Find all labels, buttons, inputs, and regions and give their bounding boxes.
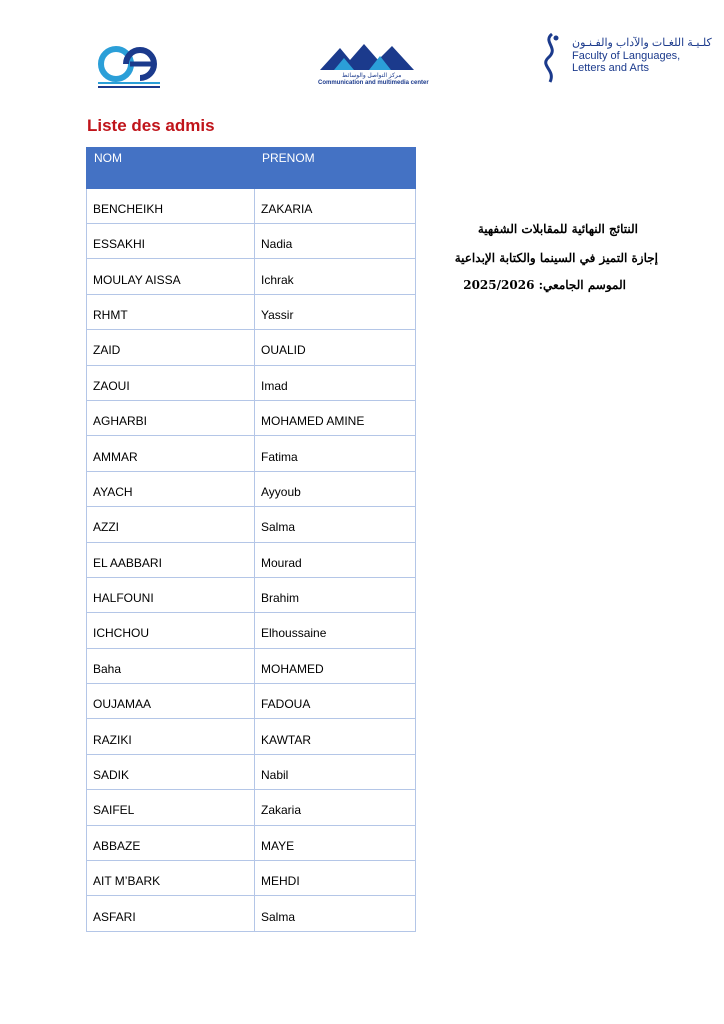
cell-prenom: Yassir: [255, 294, 416, 329]
cell-prenom: MEHDI: [255, 861, 416, 896]
cell-prenom: Salma: [255, 896, 416, 931]
cell-nom: AIT M’BARK: [87, 861, 255, 896]
cell-prenom: MAYE: [255, 825, 416, 860]
table-row: [87, 400, 416, 435]
table-row: [87, 648, 416, 683]
cell-prenom: Brahim: [255, 577, 416, 612]
admitted-table: [86, 147, 416, 932]
table-row: [87, 754, 416, 789]
cell-prenom: MOHAMED AMINE: [255, 400, 416, 435]
cell-nom: MOULAY AISSA: [87, 259, 255, 294]
cell-prenom: Ayyoub: [255, 471, 416, 506]
cell-prenom: Ichrak: [255, 259, 416, 294]
table-header-row: [87, 148, 416, 189]
cell-nom: RHMT: [87, 294, 255, 329]
cell-nom: AZZI: [87, 507, 255, 542]
cell-prenom: Zakaria: [255, 790, 416, 825]
cell-prenom: Nadia: [255, 224, 416, 259]
header-prenom: PRENOM: [255, 148, 416, 189]
cell-nom: OUJAMAA: [87, 684, 255, 719]
cell-nom: HALFOUNI: [87, 577, 255, 612]
cell-nom: ZAID: [87, 330, 255, 365]
cell-nom: ZAOUI: [87, 365, 255, 400]
table-body: [87, 189, 416, 932]
notice-line-3: الموسم الجامعي: 2025/2026: [463, 278, 626, 292]
table-row: [87, 259, 416, 294]
cell-nom: Baha: [87, 648, 255, 683]
table-row: [87, 790, 416, 825]
cell-prenom: Elhoussaine: [255, 613, 416, 648]
cell-nom: EL AABBARI: [87, 542, 255, 577]
table-row: [87, 224, 416, 259]
cell-nom: ESSAKHI: [87, 224, 255, 259]
cell-nom: SAIFEL: [87, 790, 255, 825]
cell-nom: AYACH: [87, 471, 255, 506]
table-row: [87, 896, 416, 931]
table-row: [87, 861, 416, 896]
cell-nom: SADIK: [87, 754, 255, 789]
cell-prenom: MOHAMED: [255, 648, 416, 683]
table-row: [87, 577, 416, 612]
table-row: [87, 542, 416, 577]
notice-line-2: إجازة التميز في السينما والكتابة الإبداعية: [454, 251, 658, 265]
cell-nom: AGHARBI: [87, 400, 255, 435]
faculty-logo: [538, 30, 712, 86]
cell-nom: ICHCHOU: [87, 613, 255, 648]
communication-center-logo: [314, 42, 429, 88]
cell-nom: RAZIKI: [87, 719, 255, 754]
logo-center-caption-en: Communication and multimedia center: [318, 80, 429, 86]
cell-prenom: Nabil: [255, 754, 416, 789]
page-title: Liste des admis: [87, 116, 215, 135]
table-row: [87, 365, 416, 400]
cell-prenom: Imad: [255, 365, 416, 400]
cell-prenom: OUALID: [255, 330, 416, 365]
table-row: [87, 719, 416, 754]
logo-center-caption-ar: مركز التواصل والوسائط: [342, 73, 402, 79]
table-row: [87, 436, 416, 471]
cell-nom: ABBAZE: [87, 825, 255, 860]
cell-prenom: Fatima: [255, 436, 416, 471]
cell-nom: BENCHEIKH: [87, 189, 255, 224]
cell-nom: ASFARI: [87, 896, 255, 931]
logo-right-caption-ar: كلـيـة اللغـات والآداب والفـنـون: [572, 37, 712, 49]
table-row: [87, 189, 416, 224]
cell-nom: AMMAR: [87, 436, 255, 471]
table-row: [87, 471, 416, 506]
oe-logo: [96, 44, 164, 90]
table-row: [87, 507, 416, 542]
table-row: [87, 825, 416, 860]
table-row: [87, 294, 416, 329]
header-nom: NOM: [87, 148, 255, 189]
table-row: [87, 613, 416, 648]
cell-prenom: KAWTAR: [255, 719, 416, 754]
cell-prenom: Salma: [255, 507, 416, 542]
cell-prenom: ZAKARIA: [255, 189, 416, 224]
table-row: [87, 330, 416, 365]
table-row: [87, 684, 416, 719]
notice-line-1: النتائج النهائية للمقابلات الشفهية: [477, 222, 638, 236]
cell-prenom: FADOUA: [255, 684, 416, 719]
cell-prenom: Mourad: [255, 542, 416, 577]
logo-right-caption-en: Faculty of Languages, Letters and Arts: [572, 50, 681, 74]
